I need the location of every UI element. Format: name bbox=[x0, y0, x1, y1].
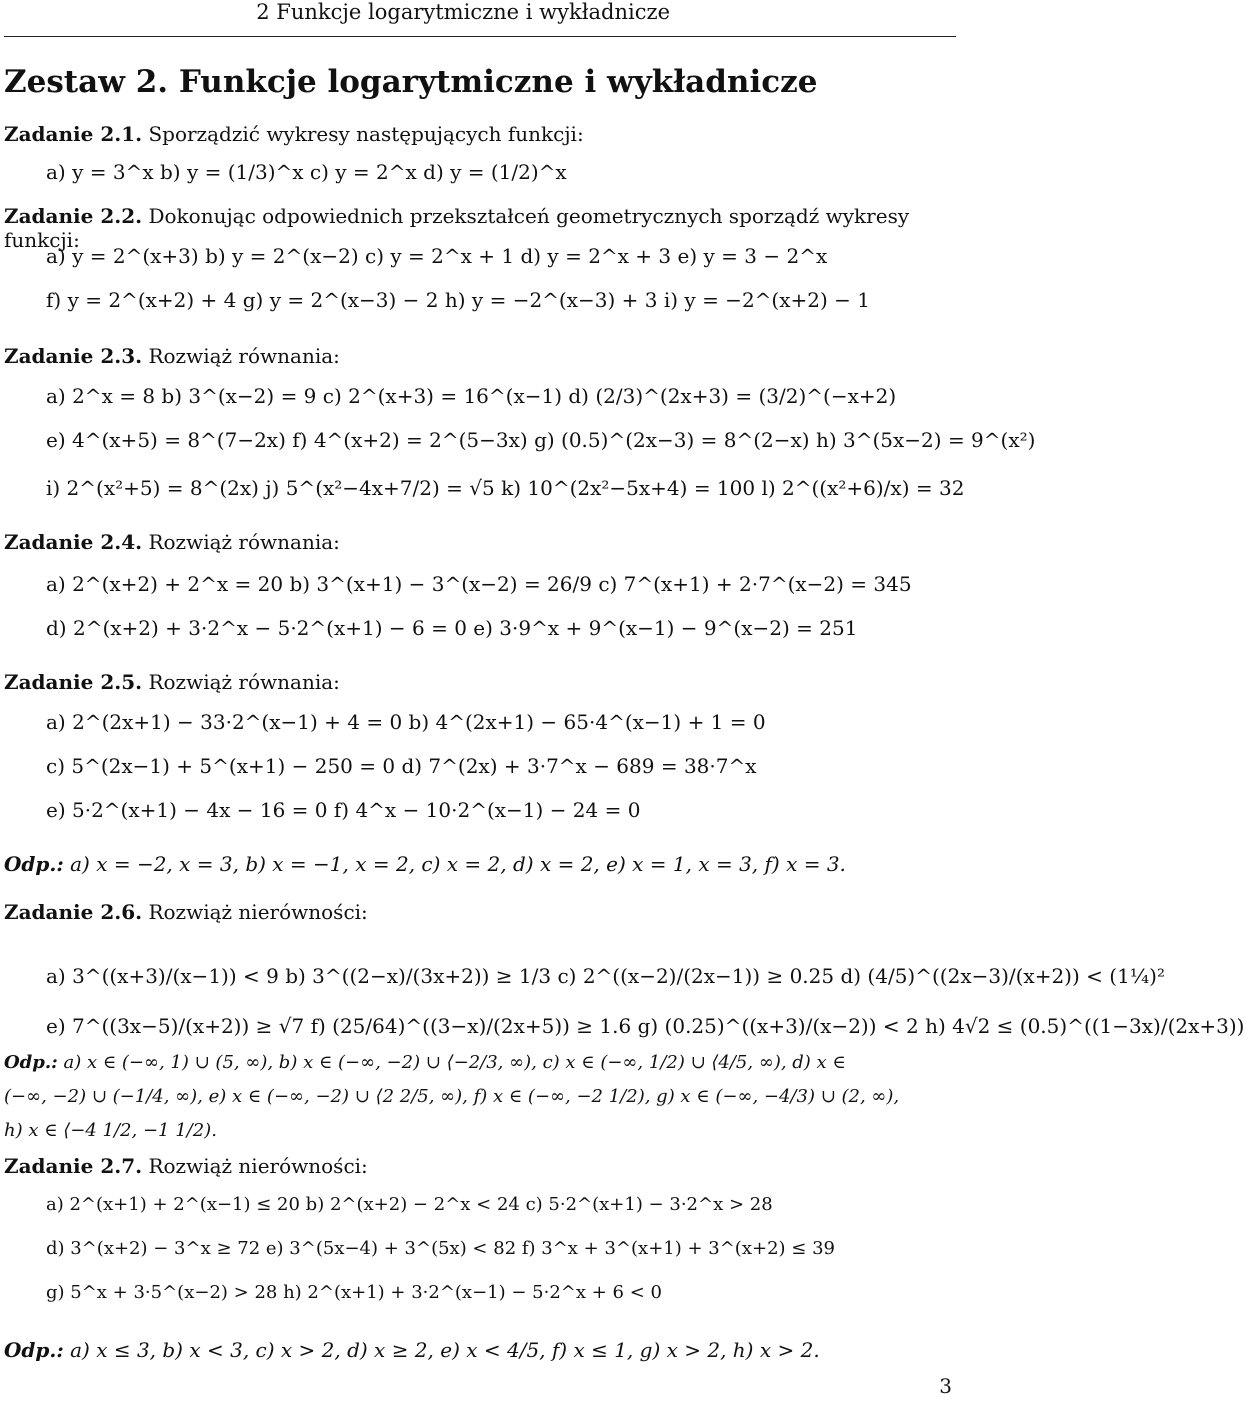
exercise-2-6-answer-line3: h) x ∈ ⟨−4 1/2, −1 1/2). bbox=[4, 1120, 217, 1141]
exercise-2-4-heading: Zadanie 2.4. Rozwiąż równania: bbox=[4, 530, 340, 554]
exercise-2-3-heading: Zadanie 2.3. Rozwiąż równania: bbox=[4, 344, 340, 368]
exercise-2-3-row1: a) 2^x = 8 b) 3^(x−2) = 9 c) 2^(x+3) = 16^(x−1) d) (2/3)^(2x+3) = (3/2)^(−x+2) bbox=[46, 384, 897, 408]
exercise-2-5-answer: Odp.: a) x = −2, x = 3, b) x = −1, x = 2, c) x = 2, d) x = 2, e) x = 1, x = 3, f) x = 3. bbox=[4, 852, 846, 876]
exercise-2-6-answer-line1: Odp.: a) x ∈ (−∞, 1) ∪ (5, ∞), b) x ∈ (−∞, −2) ∪ ⟨−2/3, ∞), c) x ∈ (−∞, 1/2) ∪ ⟨4/5, ∞), d) x ∈ bbox=[4, 1052, 846, 1073]
exercise-2-7-answer: Odp.: a) x ≤ 3, b) x < 3, c) x > 2, d) x ≥ 2, e) x < 4/5, f) x ≤ 1, g) x > 2, h) x > 2. bbox=[4, 1338, 820, 1362]
exercise-2-6-row1: a) 3^((x+3)/(x−1)) < 9 b) 3^((2−x)/(3x+2)) ≥ 1/3 c) 2^((x−2)/(2x−1)) ≥ 0.25 d) (4/5)^((2x−3)/(x+2)) < (1¼)² bbox=[46, 964, 1165, 988]
exercise-2-6-row2: e) 7^((3x−5)/(x+2)) ≥ √7 f) (25/64)^((3−x)/(2x+5)) ≥ 1.6 g) (0.25)^((x+3)/(x−2)) < 2 h) 4√2 ≤ (0.5)^((1−3x)/(2x+3)) bbox=[46, 1014, 1244, 1038]
exercise-2-1-heading: Zadanie 2.1. Sporządzić wykresy następujących funkcji: bbox=[4, 122, 584, 146]
exercise-2-5-heading: Zadanie 2.5. Rozwiąż równania: bbox=[4, 670, 340, 694]
exercise-2-2-row2: f) y = 2^(x+2) + 4 g) y = 2^(x−3) − 2 h) y = −2^(x−3) + 3 i) y = −2^(x+2) − 1 bbox=[46, 288, 870, 312]
exercise-2-6-answer-line2: (−∞, −2) ∪ (−1/4, ∞), e) x ∈ (−∞, −2) ∪ ⟨2 2/5, ∞), f) x ∈ (−∞, −2 1/2), g) x ∈ (−∞, −4/3) ∪ (2, ∞), bbox=[4, 1086, 900, 1107]
exercise-2-2-row1: a) y = 2^(x+3) b) y = 2^(x−2) c) y = 2^x + 1 d) y = 2^x + 3 e) y = 3 − 2^x bbox=[46, 244, 828, 268]
exercise-2-5-row3: e) 5·2^(x+1) − 4x − 16 = 0 f) 4^x − 10·2^(x−1) − 24 = 0 bbox=[46, 798, 641, 822]
exercise-2-7-row2: d) 3^(x+2) − 3^x ≥ 72 e) 3^(5x−4) + 3^(5x) < 82 f) 3^x + 3^(x+1) + 3^(x+2) ≤ 39 bbox=[46, 1238, 835, 1259]
exercise-2-2-heading: Zadanie 2.2. Dokonując odpowiednich przekształceń geometrycznych sporządź wykresy funkcji: bbox=[4, 204, 910, 252]
exercise-2-4-row1: a) 2^(x+2) + 2^x = 20 b) 3^(x+1) − 3^(x−2) = 26/9 c) 7^(x+1) + 2·7^(x−2) = 345 bbox=[46, 572, 912, 596]
page-number: 3 bbox=[939, 1374, 952, 1398]
exercise-2-4-row2: d) 2^(x+2) + 3·2^x − 5·2^(x+1) − 6 = 0 e) 3·9^x + 9^(x−1) − 9^(x−2) = 251 bbox=[46, 616, 858, 640]
exercise-2-6-heading: Zadanie 2.6. Rozwiąż nierówności: bbox=[4, 900, 368, 924]
page-title: Zestaw 2. Funkcje logarytmiczne i wykładnicze bbox=[4, 64, 818, 100]
exercise-2-7-row3: g) 5^x + 3·5^(x−2) > 28 h) 2^(x+1) + 3·2^(x−1) − 5·2^x + 6 < 0 bbox=[46, 1282, 662, 1303]
exercise-2-1-items: a) y = 3^x b) y = (1/3)^x c) y = 2^x d) y = (1/2)^x bbox=[46, 160, 567, 184]
running-head: 2 Funkcje logarytmiczne i wykładnicze bbox=[256, 0, 670, 24]
exercise-2-7-row1: a) 2^(x+1) + 2^(x−1) ≤ 20 b) 2^(x+2) − 2^x < 24 c) 5·2^(x+1) − 3·2^x > 28 bbox=[46, 1194, 773, 1215]
exercise-2-3-row3: i) 2^(x²+5) = 8^(2x) j) 5^(x²−4x+7/2) = √5 k) 10^(2x²−5x+4) = 100 l) 2^((x²+6)/x) = 32 bbox=[46, 476, 965, 500]
exercise-2-5-row2: c) 5^(2x−1) + 5^(x+1) − 250 = 0 d) 7^(2x) + 3·7^x − 689 = 38·7^x bbox=[46, 754, 757, 778]
exercise-2-7-heading: Zadanie 2.7. Rozwiąż nierówności: bbox=[4, 1154, 368, 1178]
header-rule bbox=[4, 36, 956, 37]
exercise-2-3-row2: e) 4^(x+5) = 8^(7−2x) f) 4^(x+2) = 2^(5−3x) g) (0.5)^(2x−3) = 8^(2−x) h) 3^(5x−2) = 9^(x²) bbox=[46, 428, 1036, 452]
exercise-2-5-row1: a) 2^(2x+1) − 33·2^(x−1) + 4 = 0 b) 4^(2x+1) − 65·4^(x−1) + 1 = 0 bbox=[46, 710, 766, 734]
